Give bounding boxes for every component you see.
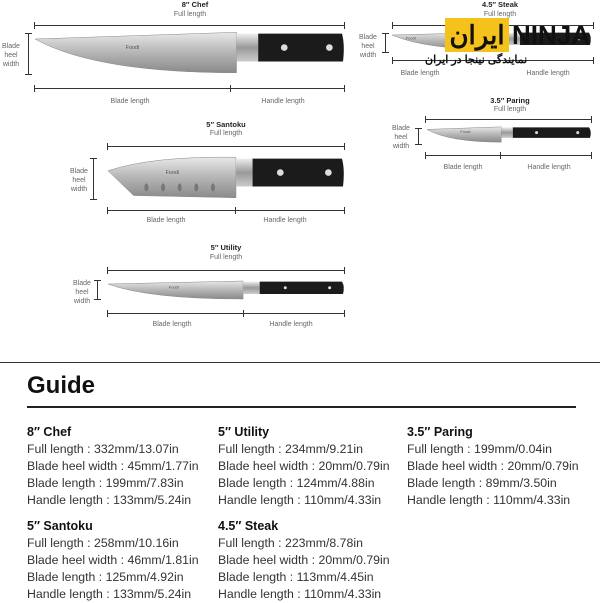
guide-title: Guide [27,372,96,399]
knife-title-paring: 3.5″ Paring [490,96,530,105]
blade-heel-width-label: Blade heel width [70,168,88,193]
spec-row: Blade length : 113mm/4.45in [218,570,374,584]
brand-etching: Foodi [165,169,180,176]
guide-underline [27,406,576,408]
knife-title-steak: 4.5″ Steak [481,0,519,9]
knife-title-santoku: 5″ Santoku [206,120,246,129]
granton-edge [144,183,148,191]
full-length-dimension [107,146,345,147]
spec-row: Handle length : 133mm/5.24in [27,587,192,601]
guide-item-chef [27,424,199,509]
rivet [281,44,288,51]
spec-row: Handle length : 110mm/4.33in [218,493,382,507]
spec-row: Handle length : 110mm/4.33in [218,587,382,601]
rivet [277,169,284,176]
granton-edge [178,183,182,191]
handle-length-label: Handle length [269,321,313,328]
guide-item-paring [407,424,579,509]
handle-length-label: Handle length [263,217,307,224]
spec-row: Blade heel width : 20mm/0.79in [218,459,390,473]
brand-etching: Foodi [125,44,140,51]
handle-length-label: Handle length [261,98,305,105]
full-length-dimension [34,25,345,26]
heel-dimension [385,33,386,53]
blade [35,32,237,73]
blade-length-label: Blade length [110,98,150,105]
full-length-label: Full length [493,106,527,113]
granton-edge [161,183,165,191]
bolster [501,127,513,138]
heel-dimension [93,158,94,200]
spec-row: Blade length : 125mm/4.92in [27,570,184,584]
full-length-label: Full length [209,254,243,261]
dimension-divider [230,85,231,92]
guide-item-name: 3.5″ Paring [407,425,473,439]
santoku-knife-image [108,155,345,200]
blade-length-label: Blade length [400,70,440,77]
full-length-label: Full length [483,11,517,18]
heel-dimension [28,33,29,75]
length-dimension [107,313,345,314]
spec-row: Blade heel width : 20mm/0.79in [218,553,390,567]
chef-knife-image [35,30,345,75]
length-dimension [107,210,345,211]
blade-heel-width-label: Blade heel width [392,125,410,150]
bolster [243,282,260,294]
guide-item-name: 4.5″ Steak [218,519,279,533]
blade-length-label: Blade length [443,164,483,171]
spec-row: Handle length : 110mm/4.33in [407,493,571,507]
guide-item-name: 5″ Santoku [27,519,93,533]
brand-etching: Foodi [405,35,416,41]
guide-item-name: 8″ Chef [27,425,72,439]
spec-row: Handle length : 133mm/5.24in [27,493,192,507]
heel-dimension [418,128,419,145]
blade-length-label: Blade length [152,321,192,328]
brand-etching: Foodi [168,284,179,290]
granton-edge [211,183,215,191]
rivet [284,286,287,289]
full-length-label: Full length [209,130,243,137]
guide-item-santoku [27,518,199,603]
dimension-divider [235,207,236,214]
rivet [576,131,579,134]
handle-length-label: Handle length [526,70,570,77]
length-dimension [34,88,345,89]
length-dimension [425,155,592,156]
spec-row: Blade heel width : 45mm/1.77in [27,459,199,473]
spec-row: Blade heel width : 46mm/1.81in [27,553,199,567]
spec-row: Full length : 234mm/9.21in [218,442,363,456]
blade-length-label: Blade length [146,217,186,224]
guide-item-utility [218,424,390,509]
rivet [328,286,331,289]
rivet [535,131,538,134]
blade-heel-width-label: Blade heel width [73,280,91,305]
handle [260,282,344,294]
spec-row: Blade heel width : 20mm/0.79in [407,459,579,473]
granton-edge [194,183,198,191]
rivet [325,169,332,176]
watermark-logo: ایران [445,18,509,52]
bolster [237,34,259,62]
utility-knife-image [108,280,345,300]
blade-heel-width-label: Blade heel width [2,43,20,68]
blade-heel-width-label: Blade heel width [359,34,377,59]
spec-row: Blade length : 199mm/7.83in [27,476,184,490]
knife-title-chef: 8″ Chef [181,0,209,9]
paring-knife-image [427,126,592,143]
spec-row: Full length : 199mm/0.04in [407,442,552,456]
spec-row: Full length : 223mm/8.78in [218,536,363,550]
spec-row: Blade length : 89mm/3.50in [407,476,557,490]
full-length-dimension [107,270,345,271]
spec-row: Full length : 258mm/10.16in [27,536,179,550]
dimension-divider [500,152,501,159]
knife-title-utility: 5″ Utility [210,243,242,252]
watermark-subtitle: نمایندگی نینجا در ایران [425,54,528,66]
rivet [326,44,333,51]
full-length-label: Full length [173,11,207,18]
guide-item-name: 5″ Utility [218,425,270,439]
brand-etching: Foodi [460,129,471,135]
spec-row: Full length : 332mm/13.07in [27,442,179,456]
heel-dimension [97,280,98,300]
watermark-brand: NINJA [512,20,591,50]
dimension-divider [243,310,244,317]
full-length-dimension [425,119,592,120]
spec-row: Blade length : 124mm/4.88in [218,476,375,490]
blade [108,157,236,198]
handle-length-label: Handle length [527,164,571,171]
guide-item-steak [218,518,390,603]
section-divider [0,362,600,363]
bolster [236,159,253,187]
